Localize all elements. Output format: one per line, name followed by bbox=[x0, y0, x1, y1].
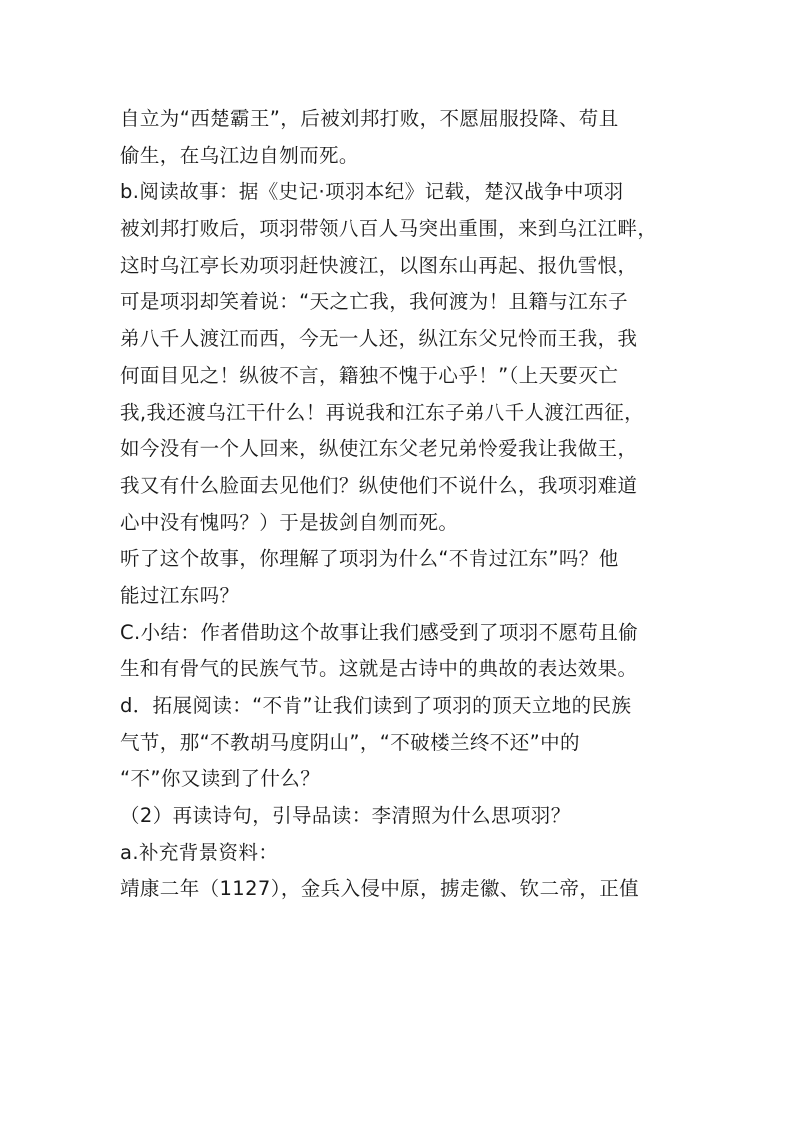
text-line: 何面目见之！纵彼不言，籍独不愧于心乎！”（上天要灭亡 bbox=[120, 363, 619, 387]
text-line: 我又有什么脸面去见他们？纵使他们不说什么，我项羽难道 bbox=[120, 473, 638, 497]
text-line: 心中没有愧吗？）于是拔剑自刎而死。 bbox=[120, 510, 459, 534]
text-line: 生和有骨气的民族气节。这就是古诗中的典故的表达效果。 bbox=[120, 657, 638, 681]
text-line: （2）再读诗句，引导品读：李清照为什么思项羽？ bbox=[120, 804, 571, 828]
text-line: 可是项羽却笑着说：“天之亡我，我何渡为！且籍与江东子 bbox=[120, 290, 629, 314]
text-line: 弟八千人渡江而西，今无一人还，纵江东父兄怜而王我，我 bbox=[120, 327, 638, 351]
text-line: 气节，那“不教胡马度阴山”，“不破楼兰终不还”中的 bbox=[120, 730, 580, 754]
text-line: d．拓展阅读：“不肯”让我们读到了项羽的顶天立地的民族 bbox=[120, 694, 632, 717]
text-line: 我,我还渡乌江干什么！再说我和江东子弟八千人渡江西征， bbox=[120, 400, 644, 424]
text-line: 被刘邦打败后，项羽带领八百人马突出重围，来到乌江江畔， bbox=[120, 217, 658, 241]
text-line: 自立为“西楚霸王”，后被刘邦打败，不愿屈服投降、苟且 bbox=[120, 107, 619, 130]
text-line: “不”你又读到了什么？ bbox=[120, 767, 321, 791]
text-line: b.阅读故事：据《史记·项羽本纪》记载，楚汉战争中项羽 bbox=[120, 180, 624, 204]
text-line: a.补充背景资料： bbox=[120, 840, 279, 864]
text-line: 偷生，在乌江边自刎而死。 bbox=[120, 143, 359, 167]
document-body bbox=[120, 101, 700, 908]
text-line: 听了这个故事，你理解了项羽为什么“不肯过江东”吗？他 bbox=[120, 547, 619, 571]
text-line: 能过江东吗？ bbox=[120, 583, 240, 607]
text-line: 如今没有一个人回来，纵使江东父老兄弟怜爱我让我做王， bbox=[120, 437, 638, 461]
text-line: C.小结：作者借助这个故事让我们感受到了项羽不愿苟且偷 bbox=[120, 620, 639, 644]
text-line: 这时乌江亭长劝项羽赶快渡江，以图东山再起、报仇雪恨， bbox=[120, 253, 638, 277]
text-line: 靖康二年（1127），金兵入侵中原，掳走徽、钦二帝，正值 bbox=[120, 877, 640, 901]
